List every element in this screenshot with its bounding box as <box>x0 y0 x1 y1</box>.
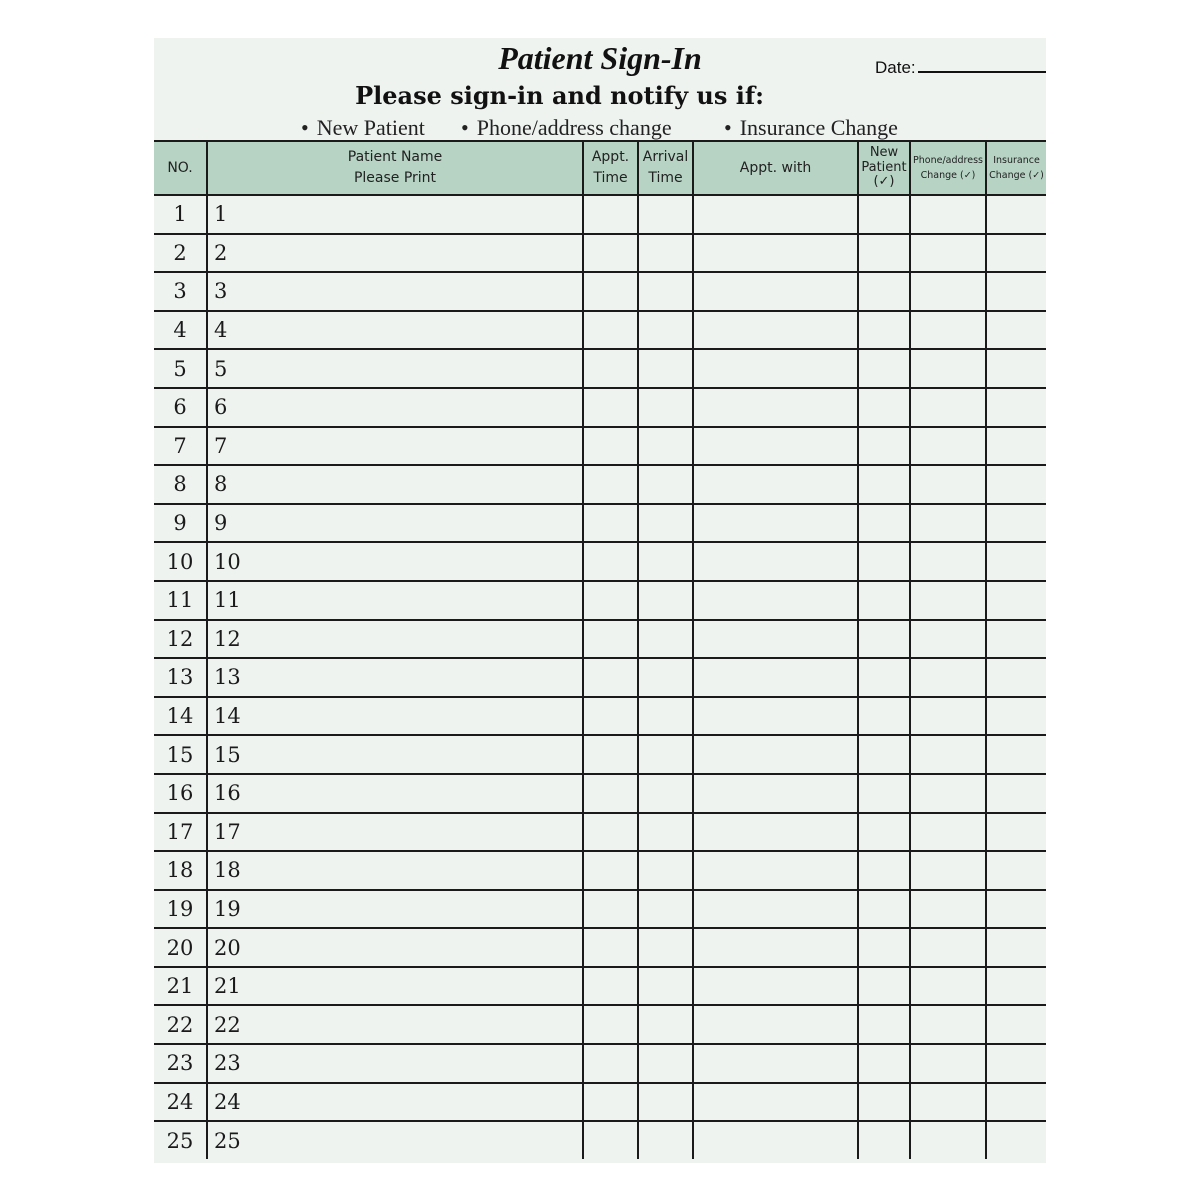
header-label: Time <box>593 170 628 186</box>
insurance-check-cell[interactable] <box>986 1121 1046 1159</box>
appt-time-cell[interactable] <box>583 928 638 967</box>
insurance-check-cell[interactable] <box>986 272 1046 311</box>
arrival-time-cell[interactable] <box>638 620 693 659</box>
appt-with-cell[interactable] <box>693 658 858 697</box>
appt-time-cell[interactable] <box>583 1005 638 1044</box>
row-number: 3 <box>154 272 207 311</box>
table-row <box>154 272 1046 311</box>
patient-name-cell[interactable]: 1 <box>207 195 583 234</box>
row-number: 7 <box>154 427 207 466</box>
patient-name-cell[interactable]: 5 <box>207 349 583 388</box>
arrival-time-cell[interactable] <box>638 1044 693 1083</box>
insurance-check-cell[interactable] <box>986 581 1046 620</box>
appt-with-cell[interactable] <box>693 504 858 543</box>
insurance-check-cell[interactable] <box>986 504 1046 543</box>
appt-time-cell[interactable] <box>583 195 638 234</box>
table-row <box>154 234 1046 273</box>
new-patient-check-cell[interactable] <box>858 928 910 967</box>
option-label: Insurance Change <box>739 115 898 140</box>
new-patient-check-cell[interactable] <box>858 735 910 774</box>
row-number: 5 <box>154 349 207 388</box>
insurance-check-cell[interactable] <box>986 349 1046 388</box>
appt-with-cell[interactable] <box>693 928 858 967</box>
appt-with-cell[interactable] <box>693 234 858 273</box>
table-row <box>154 1121 1046 1159</box>
header-no <box>154 141 207 195</box>
arrival-time-cell[interactable] <box>638 1121 693 1159</box>
appt-with-cell[interactable] <box>693 813 858 852</box>
phone-address-check-cell[interactable] <box>910 427 986 466</box>
table-row <box>154 774 1046 813</box>
row-number: 12 <box>154 620 207 659</box>
row-number: 14 <box>154 697 207 736</box>
appt-time-cell[interactable] <box>583 465 638 504</box>
appt-with-cell[interactable] <box>693 1121 858 1159</box>
table-row <box>154 1005 1046 1044</box>
phone-address-check-cell[interactable] <box>910 658 986 697</box>
phone-address-check-cell[interactable] <box>910 581 986 620</box>
appt-with-cell[interactable] <box>693 195 858 234</box>
new-patient-check-cell[interactable] <box>858 272 910 311</box>
new-patient-check-cell[interactable] <box>858 890 910 929</box>
arrival-time-cell[interactable] <box>638 465 693 504</box>
phone-address-check-cell[interactable] <box>910 890 986 929</box>
row-number: 25 <box>166 1128 194 1153</box>
patient-name-cell[interactable]: 17 <box>207 813 583 852</box>
new-patient-check-cell[interactable] <box>858 504 910 543</box>
phone-address-check-cell[interactable] <box>910 697 986 736</box>
patient-name-cell[interactable]: 13 <box>207 658 583 697</box>
table-row <box>154 890 1046 929</box>
form-title: Patient Sign-In <box>498 40 702 76</box>
phone-address-check-cell[interactable] <box>910 851 986 890</box>
form-subtitle: Please sign-in and notify us if: <box>355 81 764 110</box>
appt-time-cell[interactable] <box>583 1044 638 1083</box>
row-number: 23 <box>154 1044 207 1083</box>
header-label: New <box>869 144 899 160</box>
patient-name-cell[interactable]: 24 <box>207 1083 583 1122</box>
header-label: Time <box>648 170 683 186</box>
insurance-check-cell[interactable] <box>986 195 1046 234</box>
row-number: 18 <box>154 851 207 890</box>
appt-time-cell[interactable] <box>583 272 638 311</box>
phone-address-check-cell[interactable] <box>910 1083 986 1122</box>
option-phone-change <box>461 115 672 141</box>
appt-time-cell[interactable] <box>583 967 638 1006</box>
sign-in-table-wrapper <box>154 140 1046 1159</box>
new-patient-check-cell[interactable] <box>858 542 910 581</box>
row-number: 10 <box>154 542 207 581</box>
arrival-time-cell[interactable] <box>638 813 693 852</box>
arrival-time-cell[interactable] <box>638 928 693 967</box>
row-number: 11 <box>154 581 207 620</box>
patient-name-cell[interactable]: 25 <box>207 1121 583 1159</box>
insurance-check-cell[interactable] <box>986 388 1046 427</box>
phone-address-check-cell[interactable] <box>910 774 986 813</box>
phone-address-check-cell[interactable] <box>910 967 986 1006</box>
new-patient-check-cell[interactable] <box>858 349 910 388</box>
appt-with-cell[interactable] <box>693 1083 858 1122</box>
option-label: Phone/address change <box>476 115 672 140</box>
patient-name-cell[interactable]: 23 <box>207 1044 583 1083</box>
table-row <box>154 465 1046 504</box>
option-insurance-change <box>724 115 898 141</box>
new-patient-check-cell[interactable] <box>858 774 910 813</box>
patient-name-cell[interactable]: 10 <box>207 542 583 581</box>
table-row <box>154 1083 1046 1122</box>
header-label: NO. <box>167 159 193 176</box>
insurance-check-cell[interactable] <box>986 542 1046 581</box>
new-patient-check-cell[interactable] <box>858 234 910 273</box>
arrival-time-cell[interactable] <box>638 581 693 620</box>
phone-address-check-cell[interactable] <box>910 928 986 967</box>
arrival-time-cell[interactable] <box>638 349 693 388</box>
insurance-check-cell[interactable] <box>986 851 1046 890</box>
arrival-time-cell[interactable] <box>638 697 693 736</box>
insurance-check-cell[interactable] <box>986 813 1046 852</box>
insurance-check-cell[interactable] <box>986 658 1046 697</box>
phone-address-check-cell[interactable] <box>910 195 986 234</box>
phone-address-check-cell[interactable] <box>910 504 986 543</box>
new-patient-check-cell[interactable] <box>858 967 910 1006</box>
table-row <box>154 1044 1046 1083</box>
appt-time-cell[interactable] <box>583 349 638 388</box>
appt-with-cell[interactable] <box>693 890 858 929</box>
appt-with-cell[interactable] <box>693 465 858 504</box>
table-header-row <box>154 141 1046 195</box>
row-number: 19 <box>154 890 207 929</box>
header-new-patient <box>858 141 910 195</box>
new-patient-check-cell[interactable] <box>858 658 910 697</box>
insurance-check-cell[interactable] <box>986 234 1046 273</box>
header-appt-time <box>583 141 638 195</box>
table-row <box>154 928 1046 967</box>
row-number: 16 <box>154 774 207 813</box>
checkmark-icon: (✓) <box>873 174 895 190</box>
appt-with-cell[interactable] <box>693 311 858 350</box>
bullet-icon: • <box>461 115 469 140</box>
table-row <box>154 581 1046 620</box>
arrival-time-cell[interactable] <box>638 890 693 929</box>
row-number: 20 <box>154 928 207 967</box>
insurance-check-cell[interactable] <box>986 774 1046 813</box>
header-label: Insurance <box>993 154 1040 166</box>
sign-in-sheet <box>154 38 1046 1163</box>
insurance-check-cell[interactable] <box>986 465 1046 504</box>
appt-with-cell[interactable] <box>693 967 858 1006</box>
new-patient-check-cell[interactable] <box>858 851 910 890</box>
appt-time-cell[interactable] <box>583 697 638 736</box>
appt-with-cell[interactable] <box>693 735 858 774</box>
table-body <box>154 195 1046 1159</box>
arrival-time-cell[interactable] <box>638 774 693 813</box>
header-label: Patient <box>861 159 907 175</box>
appt-with-cell[interactable] <box>693 581 858 620</box>
appt-time-cell[interactable] <box>583 504 638 543</box>
table-row <box>154 195 1046 234</box>
header-appt-with <box>693 141 858 195</box>
table-row <box>154 697 1046 736</box>
patient-name-cell[interactable]: 8 <box>207 465 583 504</box>
table-row <box>154 658 1046 697</box>
patient-name-cell[interactable]: 15 <box>207 735 583 774</box>
insurance-check-cell[interactable] <box>986 967 1046 1006</box>
appt-time-cell[interactable] <box>583 658 638 697</box>
new-patient-check-cell[interactable] <box>858 697 910 736</box>
row-number: 22 <box>154 1005 207 1044</box>
option-new-patient <box>301 115 425 141</box>
appt-time-cell[interactable] <box>583 1083 638 1122</box>
row-number: 4 <box>154 311 207 350</box>
phone-address-check-cell[interactable] <box>910 349 986 388</box>
phone-address-check-cell[interactable] <box>910 465 986 504</box>
new-patient-check-cell[interactable] <box>858 1083 910 1122</box>
insurance-check-cell[interactable] <box>986 1044 1046 1083</box>
arrival-time-cell[interactable] <box>638 542 693 581</box>
phone-address-check-cell[interactable] <box>910 813 986 852</box>
patient-name-cell[interactable]: 19 <box>207 890 583 929</box>
appt-time-cell[interactable] <box>583 774 638 813</box>
patient-name-cell[interactable]: 4 <box>207 311 583 350</box>
new-patient-check-cell[interactable] <box>858 1121 910 1159</box>
arrival-time-cell[interactable] <box>638 427 693 466</box>
insurance-check-cell[interactable] <box>986 890 1046 929</box>
new-patient-check-cell[interactable] <box>858 1044 910 1083</box>
arrival-time-cell[interactable] <box>638 851 693 890</box>
table-row <box>154 620 1046 659</box>
appt-with-cell[interactable] <box>693 697 858 736</box>
patient-name-cell[interactable]: 21 <box>207 967 583 1006</box>
row-number: 15 <box>154 735 207 774</box>
appt-time-cell[interactable] <box>583 1121 638 1159</box>
appt-with-cell[interactable] <box>693 427 858 466</box>
option-label: New Patient <box>316 115 425 140</box>
insurance-check-cell[interactable] <box>986 427 1046 466</box>
arrival-time-cell[interactable] <box>638 735 693 774</box>
new-patient-check-cell[interactable] <box>858 311 910 350</box>
table-row <box>154 542 1046 581</box>
appt-time-cell[interactable] <box>583 851 638 890</box>
row-number: 24 <box>154 1083 207 1122</box>
header-patient-name <box>207 141 583 195</box>
new-patient-check-cell[interactable] <box>858 427 910 466</box>
phone-address-check-cell[interactable] <box>910 1044 986 1083</box>
appt-time-cell[interactable] <box>583 388 638 427</box>
arrival-time-cell[interactable] <box>638 1083 693 1122</box>
appt-time-cell[interactable] <box>583 813 638 852</box>
table-row <box>154 388 1046 427</box>
appt-with-cell[interactable] <box>693 272 858 311</box>
insurance-check-cell[interactable] <box>986 1083 1046 1122</box>
notify-options <box>154 115 1046 141</box>
date-field[interactable] <box>918 71 1046 73</box>
new-patient-check-cell[interactable] <box>858 813 910 852</box>
appt-time-cell[interactable] <box>583 620 638 659</box>
header-label: Appt. <box>591 149 630 165</box>
insurance-check-cell[interactable] <box>986 311 1046 350</box>
phone-address-check-cell[interactable] <box>910 735 986 774</box>
arrival-time-cell[interactable] <box>638 388 693 427</box>
arrival-time-cell[interactable] <box>638 272 693 311</box>
appt-with-cell[interactable] <box>693 851 858 890</box>
appt-time-cell[interactable] <box>583 890 638 929</box>
arrival-time-cell[interactable] <box>638 1005 693 1044</box>
header-label: Arrival <box>642 149 689 165</box>
appt-time-cell[interactable] <box>583 427 638 466</box>
appt-with-cell[interactable] <box>693 542 858 581</box>
table-row <box>154 504 1046 543</box>
arrival-time-cell[interactable] <box>638 504 693 543</box>
patient-name-cell[interactable]: 16 <box>207 774 583 813</box>
insurance-check-cell[interactable] <box>986 620 1046 659</box>
arrival-time-cell[interactable] <box>638 311 693 350</box>
header-arrival-time <box>638 141 693 195</box>
phone-address-check-cell[interactable] <box>910 388 986 427</box>
new-patient-check-cell[interactable] <box>858 581 910 620</box>
date-label: Date: <box>875 58 916 77</box>
table-row <box>154 851 1046 890</box>
phone-address-check-cell[interactable] <box>910 272 986 311</box>
new-patient-check-cell[interactable] <box>858 620 910 659</box>
arrival-time-cell[interactable] <box>638 195 693 234</box>
appt-with-cell[interactable] <box>693 774 858 813</box>
row-number: 8 <box>154 465 207 504</box>
row-number: 1 <box>154 195 207 234</box>
patient-name-cell[interactable]: 9 <box>207 504 583 543</box>
header-label: Please Print <box>353 170 437 186</box>
row-number: 17 <box>154 813 207 852</box>
new-patient-check-cell[interactable] <box>858 1005 910 1044</box>
insurance-check-cell[interactable] <box>986 697 1046 736</box>
appt-time-cell[interactable] <box>583 311 638 350</box>
appt-with-cell[interactable] <box>693 349 858 388</box>
new-patient-check-cell[interactable] <box>858 465 910 504</box>
table-row <box>154 735 1046 774</box>
table-row <box>154 311 1046 350</box>
table-row <box>154 427 1046 466</box>
row-number: 6 <box>154 388 207 427</box>
row-number: 9 <box>154 504 207 543</box>
row-number: 2 <box>154 234 207 273</box>
patient-name-cell[interactable]: 20 <box>207 928 583 967</box>
phone-address-check-cell[interactable] <box>910 1005 986 1044</box>
header-label: Phone/address <box>913 154 983 166</box>
table-row <box>154 349 1046 388</box>
sign-in-table <box>154 140 1046 1159</box>
phone-address-check-cell[interactable] <box>910 311 986 350</box>
insurance-check-cell[interactable] <box>986 1005 1046 1044</box>
phone-address-check-cell[interactable] <box>910 234 986 273</box>
patient-name-cell[interactable]: 7 <box>207 427 583 466</box>
table-row <box>154 967 1046 1006</box>
arrival-time-cell[interactable] <box>638 967 693 1006</box>
bullet-icon: • <box>724 115 732 140</box>
patient-name-cell[interactable]: 22 <box>207 1005 583 1044</box>
header-phone-address-change <box>910 141 986 195</box>
new-patient-check-cell[interactable] <box>858 195 910 234</box>
patient-name-cell[interactable]: 18 <box>207 851 583 890</box>
header-label: Appt. with <box>739 159 812 176</box>
header-label: Change (✓) <box>989 170 1044 181</box>
table-row <box>154 813 1046 852</box>
appt-with-cell[interactable] <box>693 620 858 659</box>
patient-name-cell[interactable]: 6 <box>207 388 583 427</box>
arrival-time-cell[interactable] <box>638 658 693 697</box>
phone-address-check-cell[interactable] <box>910 1121 986 1159</box>
patient-name-cell[interactable]: 11 <box>207 581 583 620</box>
row-number: 21 <box>154 967 207 1006</box>
appt-time-cell[interactable] <box>583 234 638 273</box>
patient-name-cell[interactable]: 2 <box>207 234 583 273</box>
phone-address-check-cell[interactable] <box>910 542 986 581</box>
patient-name-cell[interactable]: 12 <box>207 620 583 659</box>
patient-name-cell[interactable]: 3 <box>207 272 583 311</box>
appt-time-cell[interactable] <box>583 542 638 581</box>
appt-with-cell[interactable] <box>693 1044 858 1083</box>
arrival-time-cell[interactable] <box>638 234 693 273</box>
patient-name-cell[interactable]: 14 <box>207 697 583 736</box>
header-label: Change (✓) <box>920 170 976 181</box>
phone-address-check-cell[interactable] <box>910 620 986 659</box>
insurance-check-cell[interactable] <box>986 735 1046 774</box>
appt-with-cell[interactable] <box>693 388 858 427</box>
insurance-check-cell[interactable] <box>986 928 1046 967</box>
new-patient-check-cell[interactable] <box>858 388 910 427</box>
appt-time-cell[interactable] <box>583 735 638 774</box>
row-number: 13 <box>154 658 207 697</box>
header-insurance-change <box>986 141 1046 195</box>
appt-time-cell[interactable] <box>583 581 638 620</box>
appt-with-cell[interactable] <box>693 1005 858 1044</box>
header-label: Patient Name <box>347 149 443 165</box>
bullet-icon: • <box>301 115 309 140</box>
